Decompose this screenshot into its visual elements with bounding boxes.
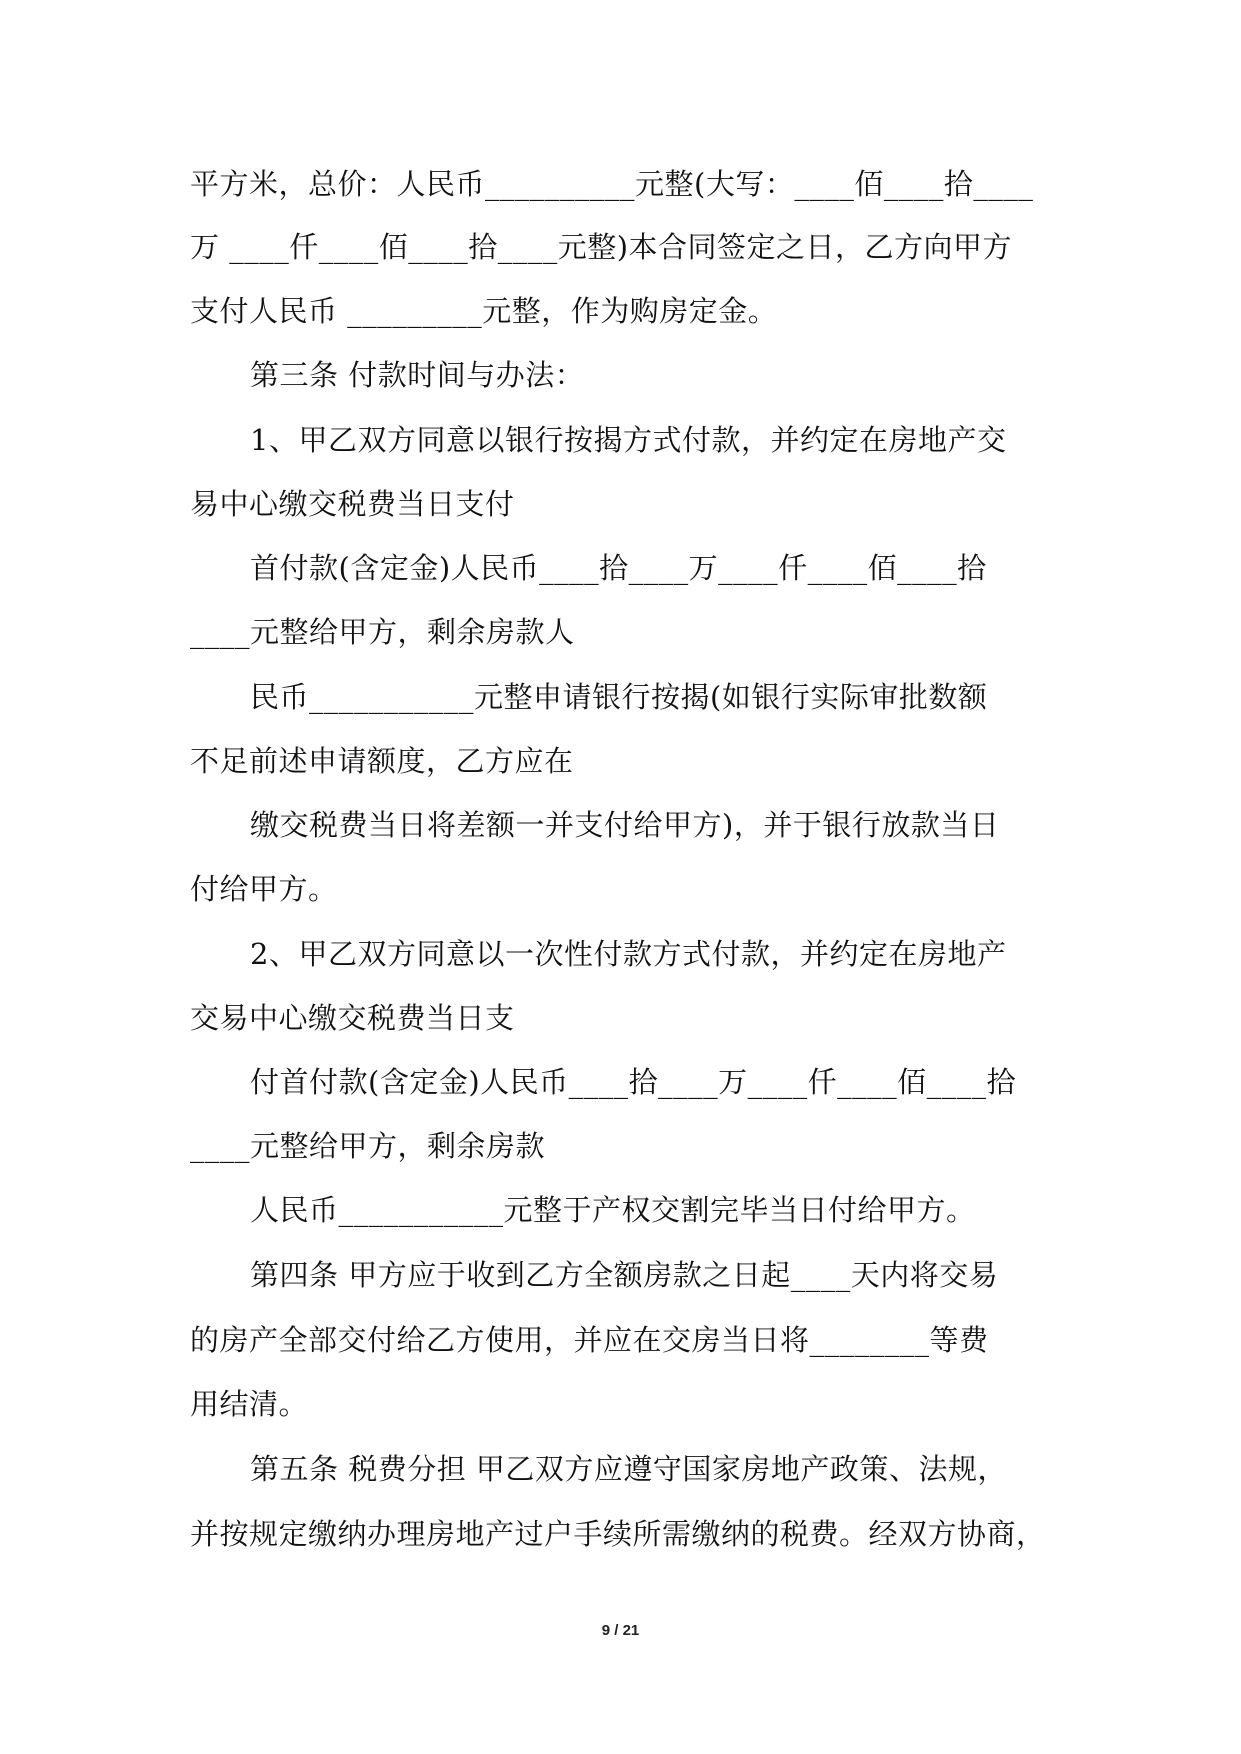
text-line: 民币___________元整申请银行按揭(如银行实际审批数额 [250, 680, 988, 714]
text-line: 支付人民币 _________元整，作为购房定金。 [190, 294, 778, 328]
text-line: 用结清。 [190, 1387, 309, 1421]
section-heading: 第四条 甲方应于收到乙方全额房款之日起____天内将交易 [250, 1258, 999, 1292]
text-line: ____元整给甲方，剩余房款人 [190, 615, 575, 649]
text-line: 1、甲乙双方同意以银行按揭方式付款，并约定在房地产交 [250, 423, 1007, 457]
text-line: 首付款(含定金)人民币____拾____万____仟____佰____拾 [250, 551, 987, 585]
page-number: 9 / 21 [601, 1622, 640, 1639]
text-line: 付给甲方。 [190, 872, 338, 906]
text-line: ____元整给甲方，剩余房款 [190, 1129, 546, 1163]
text-line: 的房产全部交付给乙方使用，并应在交房当日将________等费 [190, 1323, 989, 1357]
text-line: 平方米，总价：人民币__________元整(大写：____佰____拾____ [190, 167, 1034, 201]
text-line: 易中心缴交税费当日支付 [190, 487, 515, 521]
text-line: 交易中心缴交税费当日支 [190, 1001, 515, 1035]
text-line: 万 ____仟____佰____拾____元整)本合同签定之日，乙方向甲方 [190, 230, 1013, 264]
text-line: 缴交税费当日将差额一并支付给甲方)，并于银行放款当日 [250, 808, 1000, 842]
text-line: 人民币___________元整于产权交割完毕当日付给甲方。 [250, 1193, 976, 1227]
text-line: 不足前述申请额度，乙方应在 [190, 744, 574, 778]
section-heading: 第五条 税费分担 甲乙双方应遵守国家房地产政策、法规， [250, 1452, 1007, 1486]
text-line: 2、甲乙双方同意以一次性付款方式付款，并约定在房地产 [250, 937, 1007, 971]
text-line: 并按规定缴纳办理房地产过户手续所需缴纳的税费。经双方协商， [190, 1517, 1046, 1551]
text-line: 付首付款(含定金)人民币____拾____万____仟____佰____拾 [250, 1065, 1017, 1099]
section-heading: 第三条 付款时间与办法： [250, 358, 585, 392]
